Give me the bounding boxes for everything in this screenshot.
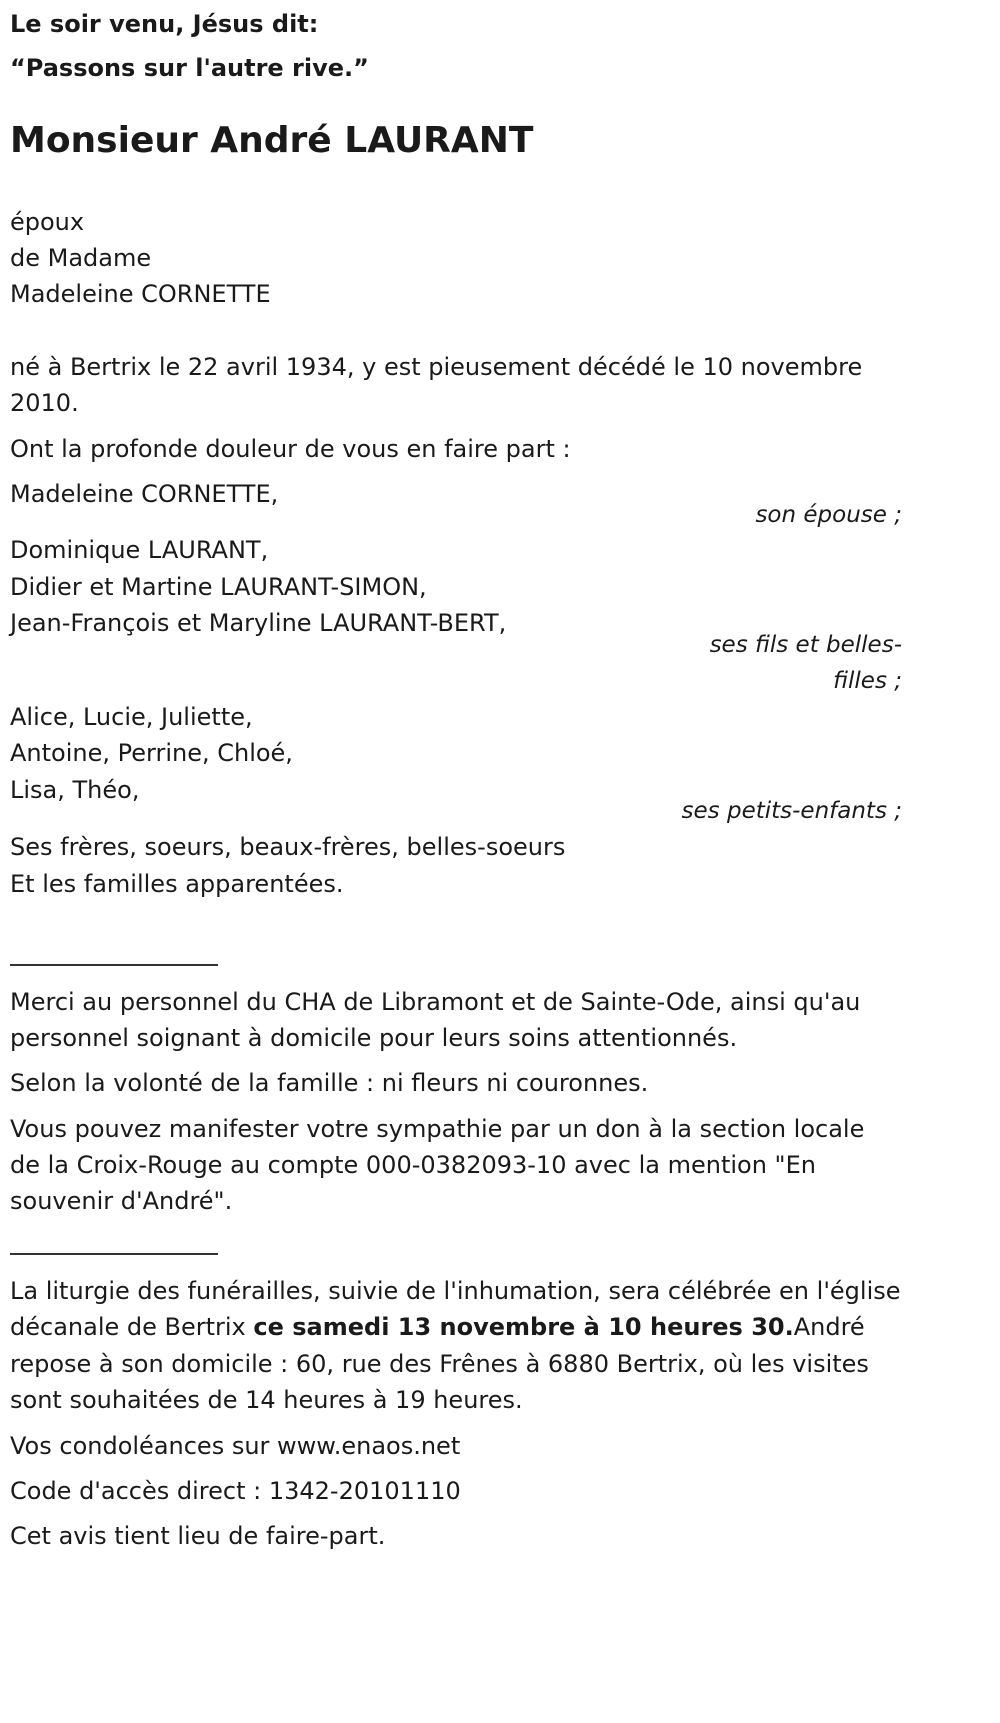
birth-death-line-2: 2010. [10, 389, 79, 417]
child-3: Jean-François et Maryline LAURANT-BERT, [10, 609, 507, 637]
funeral-line-4: sont souhaitées de 14 heures à 19 heures. [10, 1386, 523, 1414]
spouse-line-1: époux [10, 208, 85, 236]
separator-1 [10, 964, 218, 966]
thanks-line-2: personnel soignant à domicile pour leurs soins attentionnés. [10, 1024, 738, 1052]
donation-line-2: de la Croix-Rouge au compte 000-0382093-10 avec la mention "En [10, 1151, 816, 1179]
spouse-line-3: Madeleine CORNETTE [10, 280, 271, 308]
donation-line-3: souvenir d'André". [10, 1187, 233, 1215]
funeral-line-2-post: André [793, 1313, 865, 1341]
children-role-line-1: ses fils et belles- [709, 632, 902, 658]
others-line-1: Ses frères, soeurs, beaux-frères, belles-soeurs [10, 833, 566, 861]
child-1: Dominique LAURANT, [10, 536, 269, 564]
footer-text: Cet avis tient lieu de faire-part. [10, 1522, 386, 1550]
intro-text: Ont la profonde douleur de vous en faire part : [10, 435, 571, 463]
grandchildren-1: Alice, Lucie, Juliette, [10, 703, 253, 731]
funeral-line-2 [10, 1307, 865, 1347]
wife-name: Madeleine CORNETTE, [10, 480, 279, 508]
grandchildren-role: ses petits-enfants ; [681, 798, 902, 824]
children-role-line-2: filles ; [833, 668, 902, 694]
quote-line-1: Le soir venu, Jésus dit: [10, 10, 319, 38]
flowers-text: Selon la volonté de la famille : ni fleurs ni couronnes. [10, 1069, 649, 1097]
condolences-text: Vos condoléances sur www.enaos.net [10, 1432, 461, 1460]
funeral-line-3: repose à son domicile : 60, rue des Frênes à 6880 Bertrix, où les visites [10, 1350, 869, 1378]
funeral-line-2-pre: décanale de Bertrix [10, 1313, 254, 1341]
grandchildren-2: Antoine, Perrine, Chloé, [10, 739, 293, 767]
birth-death-line-1: né à Bertrix le 22 avril 1934, y est pieusement décédé le 10 novembre [10, 353, 863, 381]
access-code-text: Code d'accès direct : 1342-20101110 [10, 1477, 461, 1505]
grandchildren-3: Lisa, Théo, [10, 776, 140, 804]
donation-line-1: Vous pouvez manifester votre sympathie par un don à la section locale [10, 1115, 865, 1143]
separator-2 [10, 1253, 218, 1255]
quote-line-2: “Passons sur l'autre rive.” [10, 54, 369, 82]
wife-role: son épouse ; [755, 502, 902, 528]
others-line-2: Et les familles apparentées. [10, 870, 344, 898]
deceased-name: Monsieur André LAURANT [10, 120, 534, 161]
funeral-line-1: La liturgie des funérailles, suivie de l'inhumation, sera célébrée en l'église [10, 1277, 901, 1305]
funeral-date-time: ce samedi 13 novembre à 10 heures 30. [253, 1313, 794, 1341]
child-2: Didier et Martine LAURANT-SIMON, [10, 573, 427, 601]
thanks-line-1: Merci au personnel du CHA de Libramont et de Sainte-Ode, ainsi qu'au [10, 988, 861, 1016]
spouse-line-2: de Madame [10, 244, 152, 272]
